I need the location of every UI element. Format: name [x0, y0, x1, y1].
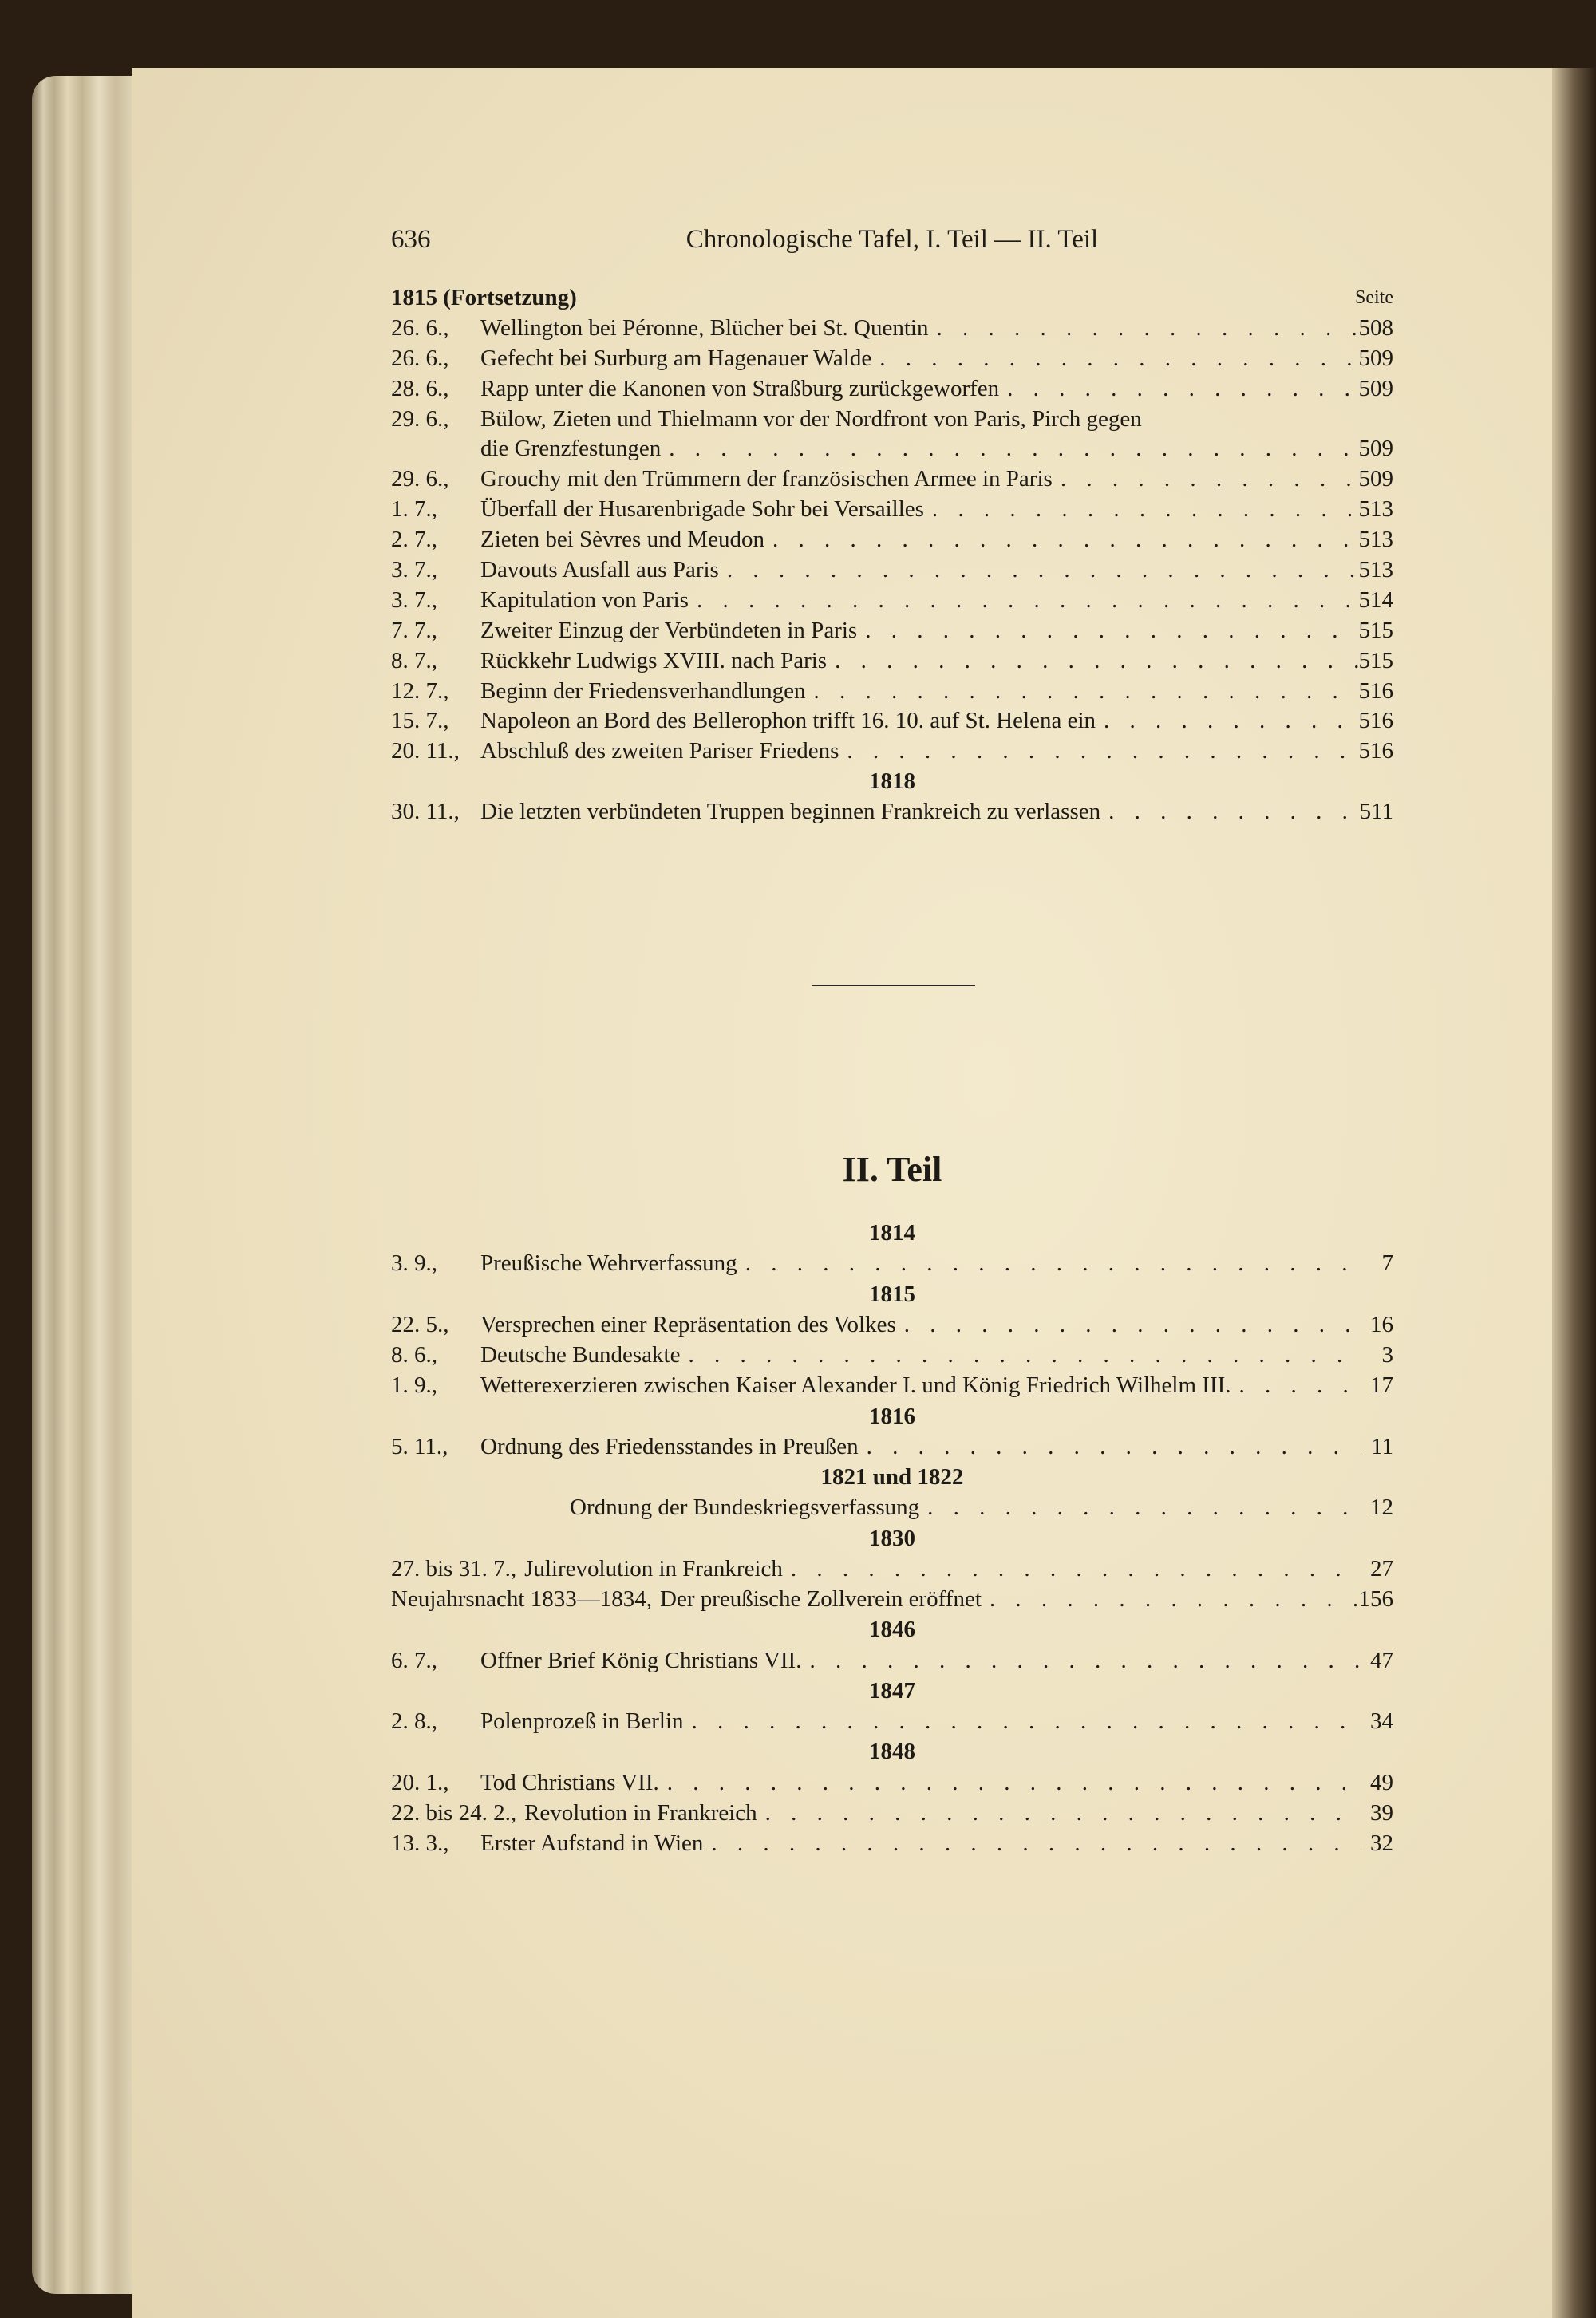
- entry-page: 32: [1370, 1830, 1393, 1856]
- part2-table: [391, 1218, 1393, 1858]
- table-row: [391, 405, 1393, 435]
- entry-date: 8. 7.,: [391, 647, 437, 673]
- year-heading: 1818: [869, 768, 915, 795]
- entry-page: 7: [1381, 1250, 1393, 1277]
- year-heading: 1815: [869, 1281, 915, 1307]
- table-row: [391, 646, 1393, 677]
- entry-page: 156: [1358, 1586, 1393, 1612]
- entry-date: 29. 6.,: [391, 466, 449, 492]
- table-row: [391, 374, 1393, 405]
- dot-leader: [659, 1767, 1361, 1798]
- entry-date: 15. 7.,: [391, 708, 449, 734]
- entry-date: 1. 9.,: [391, 1372, 437, 1399]
- entry-text: Revolution in Frankreich: [524, 1799, 757, 1826]
- entry-text: Deutsche Bundesakte: [480, 1342, 681, 1368]
- entry-text: Napoleon an Bord des Bellerophon trifft 16. 10. auf St. Helena ein: [480, 708, 1096, 734]
- entry-page: 509: [1358, 345, 1393, 371]
- table-row-continuation: [391, 434, 1393, 464]
- year-heading: 1846: [869, 1617, 915, 1643]
- table-row: [391, 586, 1393, 616]
- entry-page: 509: [1358, 375, 1393, 401]
- table-row: [391, 677, 1393, 707]
- entry-page: 12: [1370, 1495, 1393, 1521]
- dot-leader: [661, 434, 1358, 464]
- entry-text: Zieten bei Sèvres und Meudon: [480, 527, 764, 553]
- table-row: [391, 1645, 1393, 1676]
- dot-leader: [999, 374, 1358, 405]
- table-row: [391, 464, 1393, 495]
- entry-date: 3. 7.,: [391, 586, 437, 613]
- entry-text: Kapitulation von Paris: [480, 586, 689, 613]
- entry-text: Polenprozeß in Berlin: [480, 1708, 684, 1734]
- year-heading: 1848: [869, 1739, 915, 1765]
- entry-page: 49: [1370, 1769, 1393, 1795]
- table-row: [391, 706, 1393, 736]
- table-row: [391, 1706, 1393, 1736]
- entry-text: Der preußische Zollverein eröffnet: [660, 1586, 982, 1612]
- part1-table: [391, 283, 1393, 827]
- entry-page: 3: [1381, 1342, 1393, 1368]
- entry-text: Tod Christians VII.: [480, 1769, 659, 1795]
- dot-leader: [806, 677, 1359, 707]
- entry-page: 511: [1359, 799, 1393, 825]
- entry-page: 47: [1370, 1647, 1393, 1673]
- table-row: [391, 1492, 1393, 1522]
- dot-leader: [1053, 464, 1359, 495]
- dot-leader: [839, 736, 1358, 767]
- entry-date: 1. 7.,: [391, 496, 437, 523]
- dot-leader: [1096, 706, 1358, 736]
- table-row: [391, 1828, 1393, 1858]
- entry-page: 515: [1358, 617, 1393, 643]
- entry-page: 509: [1358, 436, 1393, 462]
- dot-leader: [1231, 1370, 1361, 1400]
- entry-text: Zweiter Einzug der Verbündeten in Paris: [480, 617, 858, 643]
- table-row: [391, 1431, 1393, 1462]
- part2-title: II. Teil: [842, 1150, 942, 1189]
- entry-date: Neujahrsnacht 1833—1834,: [391, 1586, 652, 1612]
- table-row: [391, 495, 1393, 525]
- entry-page: 27: [1370, 1555, 1393, 1582]
- entry-text: Julirevolution in Frankreich: [524, 1555, 783, 1582]
- dot-leader: [764, 525, 1359, 555]
- table-row: [391, 555, 1393, 586]
- table-row: [391, 1309, 1393, 1340]
- table-row: [391, 1554, 1393, 1584]
- table-row: [391, 1767, 1393, 1798]
- entry-page: 513: [1358, 496, 1393, 523]
- running-header: [391, 225, 1393, 257]
- entry-date: 20. 11.,: [391, 738, 460, 764]
- entry-date: 8. 6.,: [391, 1342, 437, 1368]
- entry-page: 514: [1358, 586, 1393, 613]
- entry-text: Gefecht bei Surburg am Hagenauer Walde: [480, 345, 872, 371]
- dot-leader: [857, 616, 1358, 646]
- entry-text: Wetterexerzieren zwischen Kaiser Alexander I. und König Friedrich Wilhelm III.: [480, 1372, 1231, 1399]
- year-label: 1815 (Fortsetzung): [391, 285, 577, 310]
- entry-date: 12. 7.,: [391, 677, 449, 704]
- dot-leader: [684, 1706, 1361, 1736]
- table-row: [391, 1248, 1393, 1278]
- entry-date: 6. 7.,: [391, 1647, 437, 1673]
- table-row: [391, 797, 1393, 827]
- entry-text: Überfall der Husarenbrigade Sohr bei Versailles: [480, 496, 924, 523]
- dot-leader: [801, 1645, 1361, 1676]
- entry-date: 26. 6.,: [391, 314, 449, 341]
- dot-leader: [827, 646, 1358, 677]
- dot-leader: [919, 1492, 1361, 1522]
- table-row: [391, 736, 1393, 767]
- dot-leader: [783, 1554, 1361, 1584]
- year-heading: 1814: [869, 1220, 915, 1246]
- entry-page: 508: [1358, 314, 1393, 341]
- table-row: [391, 1584, 1393, 1614]
- entry-text: Erster Aufstand in Wien: [480, 1830, 704, 1856]
- entry-text: Beginn der Friedensverhandlungen: [480, 677, 806, 704]
- entry-date: 20. 1.,: [391, 1769, 449, 1795]
- entry-date: 22. 5.,: [391, 1311, 449, 1337]
- entry-text: Offner Brief König Christians VII.: [480, 1647, 802, 1673]
- entry-date: 30. 11.,: [391, 799, 460, 825]
- entry-text: Davouts Ausfall aus Paris: [480, 557, 719, 583]
- dot-leader: [703, 1828, 1361, 1858]
- dot-leader: [680, 1340, 1361, 1370]
- entry-date: 3. 9.,: [391, 1250, 437, 1277]
- dot-leader: [719, 555, 1359, 586]
- dot-leader: [859, 1431, 1361, 1462]
- dot-leader: [1100, 797, 1359, 827]
- entry-text: Wellington bei Péronne, Blücher bei St. Quentin: [480, 314, 929, 341]
- entry-text: Versprechen einer Repräsentation des Volkes: [480, 1311, 896, 1337]
- page-number: 636: [391, 225, 431, 254]
- entry-text: Rapp unter die Kanonen von Straßburg zurückgeworfen: [480, 375, 1000, 401]
- entry-date: 5. 11.,: [391, 1433, 448, 1459]
- table-row: [391, 525, 1393, 555]
- entry-date: 29. 6.,: [391, 405, 449, 432]
- part1-year-heading: [391, 283, 1393, 314]
- entry-date: [480, 1492, 570, 1522]
- year-heading: 1821 und 1822: [820, 1464, 964, 1490]
- table-row: [391, 616, 1393, 646]
- entry-date: 27. bis 31. 7.,: [391, 1555, 517, 1582]
- entry-text: Bülow, Zieten und Thielmann vor der Nordfront von Paris, Pirch gegen: [480, 405, 1142, 432]
- book-gutter: [1552, 68, 1596, 2318]
- year-heading: 1816: [869, 1403, 915, 1429]
- entry-date: 3. 7.,: [391, 557, 437, 583]
- stacked-page-edges: [32, 76, 144, 2294]
- entry-page: 17: [1370, 1372, 1393, 1399]
- entry-date: 26. 6.,: [391, 345, 449, 371]
- table-row: [391, 1798, 1393, 1828]
- entry-page: 515: [1358, 647, 1393, 673]
- dot-leader: [689, 586, 1359, 616]
- dot-leader: [871, 344, 1358, 374]
- table-row: [391, 314, 1393, 344]
- section-divider: [812, 985, 975, 986]
- entry-date: 13. 3.,: [391, 1830, 449, 1856]
- dot-leader: [757, 1798, 1361, 1828]
- entry-text: Ordnung der Bundeskriegsverfassung: [570, 1495, 920, 1521]
- dot-leader: [982, 1584, 1359, 1614]
- entry-page: 39: [1370, 1799, 1393, 1826]
- entry-text: Abschluß des zweiten Pariser Friedens: [480, 738, 839, 764]
- entry-text: Rückkehr Ludwigs XVIII. nach Paris: [480, 647, 828, 673]
- year-heading: 1830: [869, 1525, 915, 1551]
- entry-page: 513: [1358, 557, 1393, 583]
- dot-leader: [928, 314, 1358, 344]
- entry-date: 22. bis 24. 2.,: [391, 1799, 517, 1826]
- entry-page: 11: [1371, 1433, 1393, 1459]
- entry-text: Preußische Wehrverfassung: [480, 1250, 737, 1277]
- table-row: [391, 344, 1393, 374]
- table-row: [391, 1340, 1393, 1370]
- column-label-seite: Seite: [1355, 287, 1393, 308]
- entry-text: Grouchy mit den Trümmern der französischen Armee in Paris: [480, 466, 1053, 492]
- table-row: [391, 1370, 1393, 1400]
- dot-leader: [737, 1248, 1361, 1278]
- entry-page: 509: [1358, 466, 1393, 492]
- entry-text-continued: die Grenzfestungen: [480, 436, 662, 462]
- entry-date: 28. 6.,: [391, 375, 449, 401]
- entry-page: 34: [1370, 1708, 1393, 1734]
- entry-page: 516: [1358, 738, 1393, 764]
- entry-date: 2. 8.,: [391, 1708, 437, 1734]
- running-title: Chronologische Tafel, I. Teil — II. Teil: [685, 225, 1099, 254]
- entry-date: 2. 7.,: [391, 527, 437, 553]
- entry-page: 16: [1370, 1311, 1393, 1337]
- entry-text: Ordnung des Friedensstandes in Preußen: [480, 1433, 859, 1459]
- year-heading: 1847: [869, 1677, 915, 1704]
- dot-leader: [924, 495, 1359, 525]
- entry-date: 7. 7.,: [391, 617, 437, 643]
- entry-page: 516: [1358, 677, 1393, 704]
- entry-page: 516: [1358, 708, 1393, 734]
- entry-text: Die letzten verbündeten Truppen beginnen Frankreich zu verlassen: [480, 799, 1101, 825]
- dot-leader: [896, 1309, 1361, 1340]
- entry-page: 513: [1358, 527, 1393, 553]
